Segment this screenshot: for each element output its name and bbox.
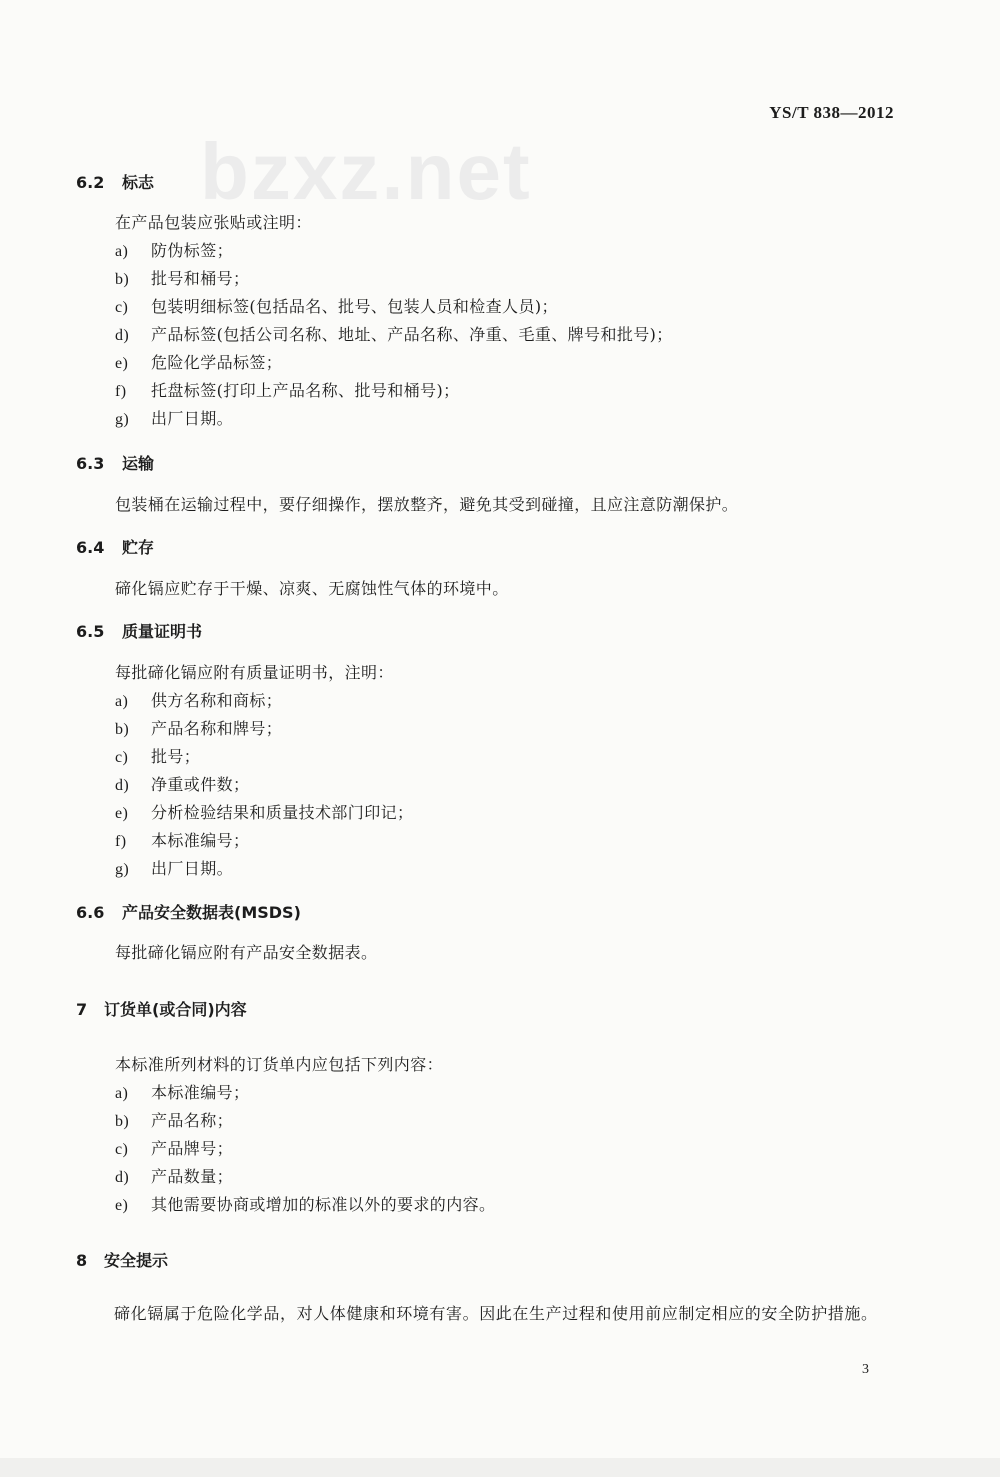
list-item — [115, 1164, 233, 1187]
list-text: 本标准编号； — [151, 1083, 250, 1102]
list-label: e) — [115, 355, 129, 372]
list-item — [115, 856, 233, 879]
section-6-2-heading — [76, 170, 154, 193]
section-6-2-intro: 在产品包装应张贴或注明： — [115, 213, 312, 232]
list-text: 产品牌号； — [151, 1139, 234, 1158]
section-7-intro: 本标准所列材料的订货单内应包括下列内容： — [115, 1055, 444, 1074]
section-6-4-heading — [76, 535, 154, 558]
list-text: 供方名称和商标； — [151, 691, 283, 710]
list-label: e) — [115, 805, 129, 822]
list-label: g) — [115, 861, 130, 878]
section-8-heading — [76, 1248, 168, 1271]
standard-code: YS/T 838—2012 — [769, 103, 894, 122]
list-text: 托盘标签(打印上产品名称、批号和桶号)； — [151, 381, 460, 400]
list-label: f) — [115, 383, 127, 400]
list-item — [115, 294, 558, 317]
page-number: 3 — [862, 1362, 869, 1377]
list-label: b) — [115, 721, 130, 738]
list-text: 产品名称和牌号； — [151, 719, 283, 738]
section-title: 订货单(或合同)内容 — [104, 1000, 247, 1019]
list-text: 批号； — [151, 747, 201, 766]
section-6-5-heading — [76, 619, 202, 642]
list-item — [115, 800, 413, 823]
list-item — [115, 1136, 233, 1159]
list-label: a) — [115, 1085, 129, 1102]
list-item — [115, 238, 233, 261]
list-item — [115, 266, 249, 289]
list-label: e) — [115, 1197, 129, 1214]
list-text: 分析检验结果和质量技术部门印记； — [151, 803, 414, 822]
section-number: 7 — [76, 1000, 88, 1019]
list-label: g) — [115, 411, 130, 428]
list-text: 出厂日期。 — [151, 409, 234, 428]
section-6-3-heading — [76, 451, 154, 474]
list-item — [115, 744, 200, 767]
section-title: 运输 — [122, 454, 155, 473]
list-item — [115, 378, 460, 401]
section-6-6-heading — [76, 900, 301, 923]
list-item — [115, 1192, 495, 1215]
list-text: 批号和桶号； — [151, 269, 250, 288]
page-edge — [0, 1458, 1000, 1477]
section-6-4-body: 碲化镉应贮存于干燥、凉爽、无腐蚀性气体的环境中。 — [115, 579, 509, 598]
section-7-heading — [76, 997, 247, 1020]
list-item — [115, 350, 282, 373]
section-number: 6.3 — [76, 454, 105, 473]
list-text: 产品标签(包括公司名称、地址、产品名称、净重、毛重、牌号和批号)； — [151, 325, 673, 344]
list-label: b) — [115, 1113, 130, 1130]
list-label: d) — [115, 327, 130, 344]
list-label: c) — [115, 1141, 129, 1158]
list-label: f) — [115, 833, 127, 850]
list-item — [115, 772, 249, 795]
list-label: d) — [115, 1169, 130, 1186]
list-label: c) — [115, 749, 129, 766]
list-item — [115, 1080, 249, 1103]
list-text: 产品数量； — [151, 1167, 234, 1186]
list-item — [115, 688, 282, 711]
list-text: 包装明细标签(包括品名、批号、包装人员和检查人员)； — [151, 297, 558, 316]
list-item — [115, 1108, 233, 1131]
list-item — [115, 716, 282, 739]
list-item — [115, 828, 249, 851]
section-title: 质量证明书 — [122, 622, 203, 641]
list-text: 危险化学品标签； — [151, 353, 283, 372]
section-number: 6.5 — [76, 622, 105, 641]
section-number: 6.6 — [76, 903, 105, 922]
section-number: 6.4 — [76, 538, 105, 557]
section-6-5-intro: 每批碲化镉应附有质量证明书，注明： — [115, 663, 394, 682]
section-number: 6.2 — [76, 173, 105, 192]
list-label: a) — [115, 243, 129, 260]
list-text: 防伪标签； — [151, 241, 234, 260]
list-label: c) — [115, 299, 129, 316]
list-item — [115, 322, 673, 345]
list-text: 净重或件数； — [151, 775, 250, 794]
list-label: d) — [115, 777, 130, 794]
section-title: 安全提示 — [104, 1251, 169, 1270]
list-label: b) — [115, 271, 130, 288]
list-text: 产品名称； — [151, 1111, 234, 1130]
list-item — [115, 406, 233, 429]
section-6-6-body: 每批碲化镉应附有产品安全数据表。 — [115, 943, 378, 962]
list-text: 其他需要协商或增加的标准以外的要求的内容。 — [151, 1195, 496, 1214]
section-number: 8 — [76, 1251, 88, 1270]
list-label: a) — [115, 693, 129, 710]
watermark: bzxz.net — [200, 127, 532, 216]
section-title: 贮存 — [122, 538, 155, 557]
list-text: 出厂日期。 — [151, 859, 234, 878]
list-text: 本标准编号； — [151, 831, 250, 850]
section-8-body: 碲化镉属于危险化学品，对人体健康和环境有害。因此在生产过程和使用前应制定相应的安全防护措施。 — [114, 1304, 878, 1323]
section-6-3-body: 包装桶在运输过程中，要仔细操作，摆放整齐，避免其受到碰撞，且应注意防潮保护。 — [115, 495, 739, 514]
section-title: 产品安全数据表(MSDS) — [122, 903, 301, 922]
section-title: 标志 — [122, 173, 155, 192]
